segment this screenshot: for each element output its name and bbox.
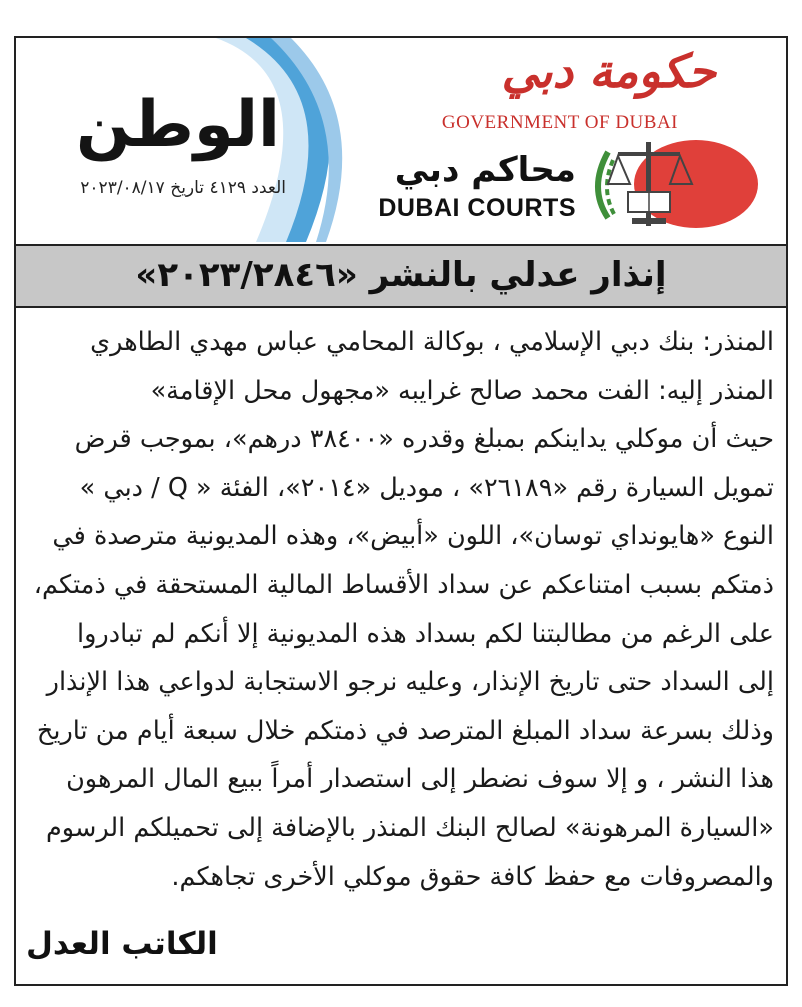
body-line: تمويل السيارة رقم «٢٦١٨٩» ، موديل «٢٠١٤»، الفئة « Q / دبي » (79, 472, 774, 503)
issue-line: العدد ٤١٢٩ تاريخ ٢٠٢٣/٠٨/١٧ (80, 178, 286, 198)
notice-body (32, 318, 774, 901)
government-logo-arabic: حكومة دبي (501, 44, 716, 98)
body-line: النوع «هايونداي توسان»، اللون «أبيض»، وهذه المديونية مترصدة في (52, 521, 774, 552)
body-line: ذمتكم بسبب امتناعكم عن سداد الأقساط المالية المستحقة في ذمتكم، (33, 569, 774, 600)
notice-frame (14, 36, 788, 986)
body-line: والمصروفات مع حفظ كافة حقوق موكلي الأخرى تجاهكم. (171, 861, 774, 892)
body-line: على الرغم من مطالبتنا لكم بسداد هذه المديونية إلا أنكم لم تبادروا (77, 618, 774, 649)
body-line: المنذر إليه: الفت محمد صالح غرايبه «مجهول محل الإقامة» (150, 375, 774, 406)
body-line: حيث أن موكلي يداينكم بمبلغ وقدره «٣٨٤٠٠ درهم»، بموجب قرض (74, 424, 774, 455)
newspaper-name: الوطن (76, 88, 280, 162)
body-line: إلى السداد حتى تاريخ الإنذار، وعليه نرجو الاستجابة لدواعي هذا الإنذار (46, 667, 774, 698)
notice-title: إنذار عدلي بالنشر «٢٠٢٣/٢٨٤٦» (16, 244, 786, 308)
dubai-courts-emblem-icon (578, 138, 758, 230)
body-line: «السيارة المرهونة» لصالح البنك المنذر بالإضافة إلى تحميلكم الرسوم (46, 812, 774, 843)
government-logo-english: GOVERNMENT OF DUBAI (441, 112, 678, 133)
body-line: وذلك بسرعة سداد المبلغ المترصد في ذمتكم خلال سبعة أيام من تاريخ (36, 715, 774, 746)
signature: الكاتب العدل (26, 926, 218, 962)
dubai-courts-english: DUBAI COURTS (378, 194, 576, 222)
header (16, 38, 786, 242)
dubai-courts-arabic: محاكم دبي (394, 150, 576, 190)
body-line: هذا النشر ، و إلا سوف نضطر إلى استصدار أمراً ببيع المال المرهون (66, 764, 774, 795)
body-line: المنذر: بنك دبي الإسلامي ، بوكالة المحامي عباس مهدي الطاهري (90, 327, 774, 357)
